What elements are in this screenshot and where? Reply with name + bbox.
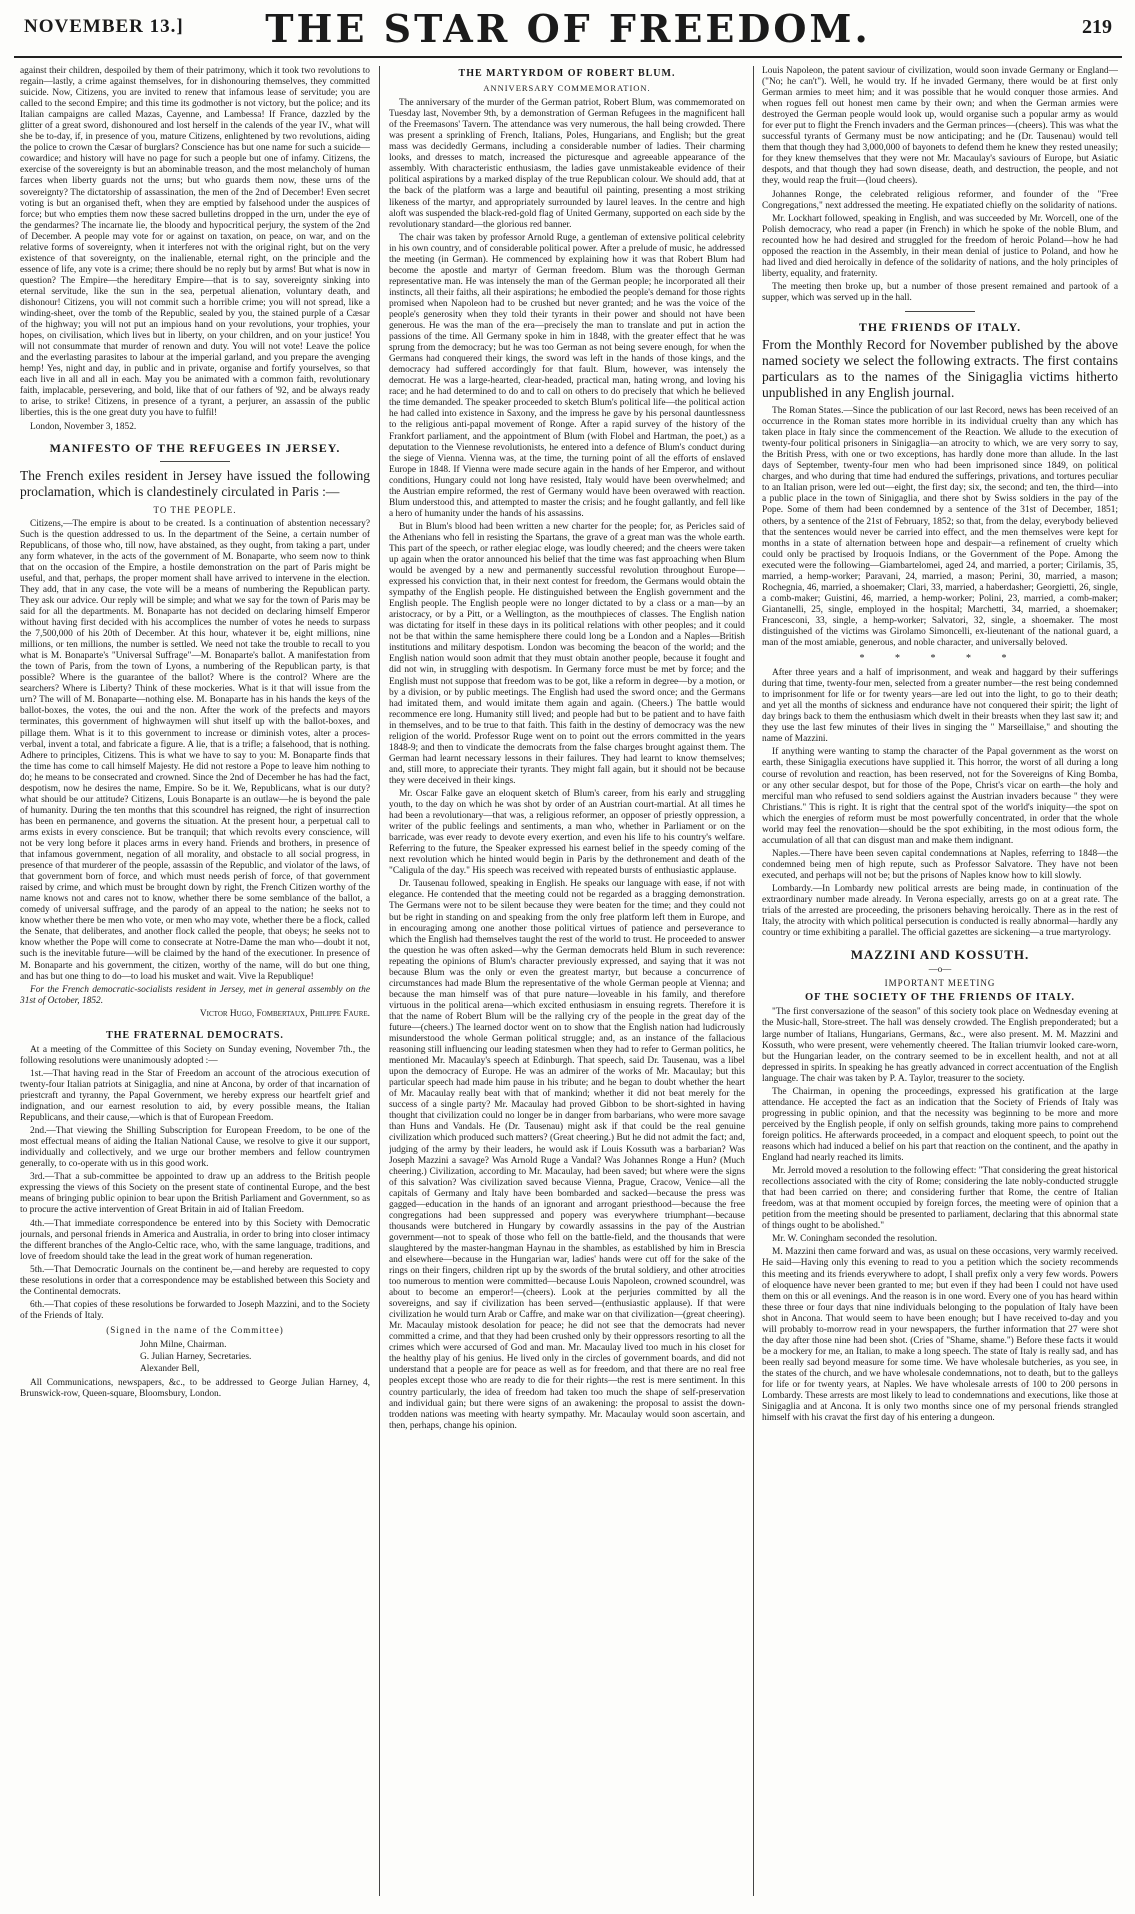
paragraph: "The first conversazione of the season" of this society took place on Wednesday evening at the Music-hall, Store-street. The hall was densely crowded. The English preponderated; but a large number of Italians, Hungarians, Germans, &c., were also present. M. M. Mazzini and Kossuth, who were present, were vehemently cheered. The Italian triumvir looked care-worn, but the Hungarian leader, on the contrary seemed to be in excellent health, and not at all depressed in spirits. In speaking he has greatly advanced in correct accentuation of the English language. The chair was taken by P. A. Taylor, treasurer to the society.	[762, 1007, 1118, 1084]
article-manifesto	[20, 440, 370, 1020]
resolution-5: 5th.—That Democratic Journals on the continent be,—and hereby are requested to copy these resolutions in order that a correspondence may be established between this Society and the Continental democrats.	[20, 1264, 370, 1297]
section-break: * * * * *	[859, 653, 1021, 665]
paragraph: Lombardy.—In Lombardy new political arrests are being made, in continuation of the extraordinary number made already. In Verona especially, arrests go on at a great rate. The trials of the arrested are proceeding, the prisoners behaving heroically. There as in the rest of Italy, the atrocity with which political persecution is conducted is really abnormal—hardly any country or time exhibiting a parallel. The official gazettes are sickening—a true martyrology.	[762, 884, 1118, 939]
article-blum-continued	[762, 66, 1118, 304]
paragraph: After three years and a half of imprisonment, and weak and haggard by their sufferings during that time, twenty-four men, selected from a greater number—the rest being condemned to imprisonment for life or for twenty years—are led out into the light, to go to their death; and yet all the months of sickness and endurance have not conquered their spirit; the light of day brings back to them the enthusiasm which dwelt in their breasts when they last saw it; and they use the last few minutes of their lives in singing the " Marseillaise," and shouting the name of Mazzini.	[762, 668, 1118, 745]
resolution-4: 4th.—That immediate correspondence be entered into by this Society with Democratic journals, and personal friends in America and Australia, in order to bring into closer intimacy the different branches of the Anglo-Celtic race, who, with the same language, traditions, and love of freedom should take the lead in the great work of human regeneration.	[20, 1218, 370, 1262]
paragraph: The chair was taken by professor Arnold Ruge, a gentleman of extensive political celebrity in his own country, and of considerable political power. After a prelude of music, he addressed the meeting (in German). He commenced by explaining how it was that Robert Blum had become the apostle and martyr of German freedom. Blum was the thorough German representative man. He was intensely the man of the German people; he incorporated all their instincts, all their faiths, all their aspirations; he embodied the people's demand for those rights promised when Napoleon had to be crushed but never granted; and he was the voice of the people's generosity when they told their tyrants in their power and should not have been generous. He was the man of the era—precisely the man to translate and put in action the passions of the time. All Germany spoke in him in 1848, with the greater effect that he was sprung from the democracy; but he was too German as not being severe enough, for when the Germans had conquered their kings, the sword was left in the hands of those kings, and the democracy had suffered accordingly for that fault. Blum, however, was intensely the democrat. He was a large-hearted, clear-headed, practical man, hating wrong, and loving his race; and he had determined to do and to call on others to do precisely that which he believed the time demanded. The speaker proceeded to sketch Blum's political life—the political action he had called into existence in Saxony, and the impress he gave by his personal dauntlessness to the religious anti-papal movement of Ronge. After a rapid survey of the history of the Frankfort parliament, and the appointment of Blum (with Flobel and Hartman, the poet,) as a deputation to the Viennese revolutionists, he entered into a defence of Blum's conduct during the siege of Vienna. Vienna was, at the time, the turning point of all the efforts of enslaved Europe in 1848. If Vienna were made secure again in the hands of her Emperor, and without conditions, Hungary could not long have resisted, Italy would have been overwhelmed; and the Austrian empire reformed, the rest of Germany would have been overawed with reaction. Blum understood this, and attempted to master the crisis; and he fought gallantly, and fell like a hero of humanity under the hands of his assassins.	[389, 232, 745, 519]
intro-paragraph: At a meeting of the Committee of this Society on Sunday evening, November 7th., the following resolutions were unanimously adopted :—	[20, 1044, 370, 1066]
resolution-3: 3rd.—That a sub-committee be appointed to draw up an address to the British people expressing the views of this Society on the present state of continental Europe, and the best means of bringing public opinion to bear upon the British Parliament and Government, so as to procure the active intervention of Great Britain in aid of Italian Freedom.	[20, 1172, 370, 1216]
signature-block	[140, 1339, 370, 1375]
divider	[160, 461, 230, 462]
secretaries-label: Secretaries.	[207, 1351, 252, 1362]
paragraph: M. Mazzini then came forward and was, as usual on these occasions, very warmly received. He said—Having only this evening to read to you a petition which the society recommends this meeting and its friends everywhere to adopt, I shall prefix only a very few words. Powers of eloquence have never been granted to me; but even if they had been I could not have used them on this or all evenings. And the reason is in one word. Every one of you has heard within these three or four days that nine individuals belonging to the population of Italy have been shot in Ancona. That would seem to have been enough; but I have received to-day and you will probably to-morrow read in your newspapers, the further information that 27 were shot the day after those nine had been shot. (Cries of "Shame, shame.") Before these facts it would be a mockery for me, an Italian, to make a long speech. The state of Italy is really sad, and has been really sad beyond measure for some time. We have wholesale butcheries, as you see, in the states of the church, and we have wholesale condemnations, not to death, but to the galleys for life or for twenty years, at Naples. We have wholesale arrests of 100 to 200 persons in Lombardy. These arrests are most likely to lead to condemnations and executions, like those at Sinigaglia and at Ancona. It is only two months since one of my personal friends strangled himself with his cravat the first day of his entering a dungeon.	[762, 1247, 1118, 1424]
column-rule	[379, 66, 380, 1896]
paragraph: Mr. Oscar Falke gave an eloquent sketch of Blum's career, from his early and struggling youth, to the day on which he was shot by order of an Austrian court-martial. At all times he had been a revolutionary—that was, a religious reformer, an opposer of priestly oppression, a writer of the public feelings and sentiments, a man who, whether in Parliament or on the barricade, was ever ready to devote every exertion, and even his life to his country's welfare. Referring to the future, the Speaker expressed his earnest belief in the speedy coming of the next revolution which he hinted would begin in Paris by the dethronement and death of the "Caligula of the day." His speech was received with repeated bursts of enthusiastic applause.	[389, 789, 745, 877]
page-number: 219	[1082, 16, 1112, 38]
continued-text: Louis Napoleon, the patent saviour of civilization, would soon invade Germany or England—("No; he can't"). Well, he would try. If he invaded Germany, there would be at first only German armies to meet him; and it was possible that he would conquer those armies. And when rogues fell out honest men came by their own; and when the German armies were destroyed the German people would look up, would organise such a popular army as would for ever put to flight the French invaders and the German princes—(cheers). This was what the successful tyrants of Germany must be now anticipating; and he (Dr. Tausenau) would tell them that though they had 3,000,000 of bayonets to defend them he knew they rested uneasily; for they knew themselves that they were not Mr. Macaulay's saviours of Europe, but Asiatic despots, and that though they had sown disease, death, and destruction, the people, and not they, would reap the fruit—(loud cheers).	[762, 66, 1118, 187]
divider	[905, 311, 975, 312]
paragraph: If anything were wanting to stamp the character of the Papal government as the worst on earth, these Sinigaglia executions have supplied it. This horror, the worst of all during a long course of revolution and reaction, has been reserved, not for the Sovereigns of King Bomba, or any other secular despot, but for those of the Pope, Christ's vicar on earth—the holy and merciful man who refused to send soldiers against the Austrian invaders because " they were Christians." This is right. It is right that the central spot of the world's iniquity—the spot on which the energies of reform must be most powerfully concentrated, in order that the whole world may feel the renovation—should be the spot exhibiting, in the most odious form, the accumulation of all that can disgust man and make them indignant.	[762, 747, 1118, 846]
continued-text: against their children, despoiled by them of their patrimony, which it took two revolutions to regain—lastly, a crime against themselves, for in dishonouring themselves, they committed suicide. Now, Citizens, you are invited to renew that infamous lease of servitude; you are called to the second Empire; and this time its godmother is not victory, but the police; and its Italian campaigns are called Mazas, Cayenne, and Lambessa! If France, dazzled by the glitter of a great sword, dishonoured and lost herself in the calends of the year IV., what will she be to-day, if, in presence of you, mature Citizens, enlightened by two revolutions, aiding the police to crown the Cæsar of burglars? Conscience has but one name for such a suicide—cowardice; and history will have no page for such a people but one of infamy. Citizens, the exercise of the sovereignty is but an abominable treason, and the most melancholy of human farces when liberty guards not the urns; but who guards them now, these urns of the sovereignty? The dictatorship of assassination, the men of the 2nd of December! Even secret voting is but an organised theft, when they are emptied by falsehood under the auspices of force; but who empties them now these sacred bulletins dropped in the urn, under the eye of the gendarmes? The incarnate lie, the bloody and hypocritical perjury, the system of the 2nd of December. A people may vote for or against on taxation, on peace, on war, and on the relative forms of sovereignty, when it interferes not with the original right, but on the very existence of that sovereignty, on the inalienable, eternal right, on the principle and the essence of life, any vote is a crime; there should be no reply but by arms! But what is now in question? The Empire—the hereditary Empire—that is to say, sovereignty sinking into eternal servitude, like the sun in the sea, perpetual alienation, voluntary death, and dishonour! Citizens, you will not commit such a horrible crime; you will not spread, like a winding-sheet, over the tomb of the Republic, sealed by you, the stained purple of a Cæsar of the highway; you will not put an impious hand on your revolutions, your trophies, your hopes, on civilisation, which lives but in liberty, on your children, and on your justice! You will not consummate that murder of renown and duty. You will not vote! Leave the police and the everlasting parasites to labour at the imperial garland, and you prepare the avenging hemp! Yes, night and day, in public and in private, organise and fortify yourselves, so that each live in all and all in each. May you be animated with a common faith, revolutionary faith, implacable, persevering, and bold, like that of our fathers of '92, and be always ready to arise, to strike! Citizens, in presence of a tyrant, a perjurer, an assassin of the public liberties, this is the one great duty you have to fulfil!	[20, 66, 370, 419]
attribution: For the French democratic-socialists resident in Jersey, met in general assembly on the 31st of October, 1852.	[20, 984, 370, 1006]
lead-paragraph: The French exiles resident in Jersey have issued the following proclamation, which is clandestinely circulated in Paris :—	[20, 467, 370, 499]
article-title: THE MARTYRDOM OF ROBERT BLUM.	[458, 68, 676, 79]
article-fraternal-democrats	[20, 1030, 370, 1400]
signed-note: (Signed in the name of the Committee)	[106, 1324, 284, 1335]
article-title: MANIFESTO OF THE REFUGEES IN JERSEY.	[49, 440, 341, 455]
secretary-2: Alexander Bell,	[140, 1363, 200, 1374]
paragraph: The Chairman, in opening the proceedings, expressed his gratification at the large attendance. He accepted the fact as an indication that the Society of Friends of Italy was progressing in public opinion, and that the necessity was beginning to be more and more perceived by the English people, if only on selfish grounds, taking more pains to comprehend foreign politics. He afterwards proceeded, in a compact and eloquent speech, to point out the reasons which had induced a belief on his part that reaction on the continent, and the apathy in England had nearly reached its limits.	[762, 1086, 1118, 1164]
article-title: THE FRATERNAL DEMOCRATS.	[106, 1029, 284, 1041]
article-title: MAZZINI AND KOSSUTH.	[850, 947, 1030, 963]
article-blum	[389, 68, 745, 1432]
section-heading: TO THE PEOPLE.	[153, 504, 237, 515]
column-1	[20, 66, 370, 1904]
article-body: Citizens,—The empire is about to be created. Is a continuation of abstention necessary? Such is the question addressed to us. In the department of the Seine, a certain number of Republicans, of those who, till now, have abstained, as they ought, from taking a part, under any form whatever, in the acts of the government of M. Bonaparte, who seem now to think that on the occasion of the Empire, a hostile demonstration on the part of Paris might be useful, and that, perhaps, the proper moment shall have arrived to intervene in the election. They add, that in any case, the vote will be a means of numbering the Republican party. They ask our advice. Our reply will be simple; and what we say for the town of Paris may be said for all the departments. M. Bonaparte has not decided on declaring himself Emperor without having first decided with his accomplices the number of votes he needs to surpass the 7,500,000 of his 20th of December. At this hour, whatever it be, eight millions, nine millions, or ten millions, the number is settled. We need not take the trouble to recall to you what is M. Bonaparte's "Universal Suffrage"—M. Bonaparte's ballot. A manifestation from the town of Paris, from the town of Lyons, a numbering of the Republican party, is that possible? Where is the guarantee of the ballot? Where is the control? Where are the searchers? Where is Liberty? Think of these mockeries. What is it that will issue from the urn? The will of M. Bonaparte—nothing else. M. Bonaparte has in his hands the keys of the ballot-boxes, the votes, the oui and the non. After the work of the prefects and mayors terminates, this government of highwaymen will shut itself up with the ballot-boxes, and pillage them. What is it to this government to increase or diminish votes, alter a proces-verbal, invent a total, and fabricate a figure. A lie, that is a trifle; a falsehood, that is nothing. Adhere to principles, Citizens. This is what we have to say to you: M. Bonaparte finds that the time has come to call himself Majesty. He did not restore a Pope to leave him nothing to do; he means to be consecrated and crowned. Since the 2nd of December he has had the fact, despotism, now he desires the name, Empire. So be it. We, Republicans, what is our duty? what should be our attitude? Citizens, Louis Bonaparte is an outlaw—he is beyond the pale of humanity. During the ten months that this scoundrel has reigned, the right of insurrection has been en permanence, and governs the situation. At the present hour, a perpetual call to arms exists in every conscience. But be tranquil; that which revolts every conscience, will not be very long before it places arms in every hand. Friends and brothers, in presence of that infamous government, negation of all morality, and obstacle to all social progress, in presence of that murderer of the people, assassin of the Republic, and violator of the laws, of that government born of force, and which must needs perish of force, of that government raised by crime, and which must be brought down by right, the French Citizen worthy of the name knows not and cares not to know, whether there be some semblance of the ballot, a comedy of universal suffrage, and the parody of an appeal to the nation; he seeks not to know whether there be men who vote, or men who may vote, whether there be a flock, called the Senate, that deliberates, and another flock called the people, that obeys; he seeks not to know whether the Pope will come to consecrate at Notre-Dame the man who—doubt it not, such is the inevitable future—will be claimed by the hand of the executioner. In presence of M. Bonaparte and his government, the citizen, worthy of the name, will do but one thing, and has but one thing to do—to load his musket and wait. Vive la Republique!	[20, 518, 370, 982]
section-heading: IMPORTANT MEETING	[884, 978, 996, 989]
chairman: John Milne, Chairman.	[140, 1339, 227, 1350]
resolution-2: 2nd.—That viewing the Shilling Subscription for European Freedom, to be one of the most effectual means of aiding the Italian National Cause, we resolve to give it our support, individually and collectively, and we urge our brother members and fellow countrymen generally, to co-operate with us in this good work.	[20, 1126, 370, 1170]
masthead	[14, 6, 1122, 58]
secretary-1: G. Julian Harney,	[140, 1351, 206, 1362]
article-mazzini-kossuth	[762, 949, 1118, 1424]
signatories: Victor Hugo, Fombertaux, Philippe Faure.	[199, 1008, 370, 1019]
article-friends-of-italy	[762, 311, 1118, 939]
paragraph: The Roman States.—Since the publication of our last Record, news has been received of an occurrence in the Roman states more horrible in its individual cruelty than any which has taken place in Italy since the commencement of the Reaction. We allude to the execution of twenty-four political prisoners in Sinigaglia—an atrocity to which, we are very sorry to say, the British Press, with one or two exceptions, has hardly done more than allude. In the last days of September, twenty-four men who had been imprisoned since 1849, on political charges, and who during that time had endured the sufferings, privations, and tortures peculiar to an Italian prison, were led out—eight, the first day; six, the second; and ten, the third—into a public place in the town of Sinigaglia, and there shot by Swiss soldiers in the pay of the Pope. Some of them had been condemned by a sentence of the 31st of December, 1851; others, by a sentence of the 21st of February, 1852; so that, from the delay, everybody believed that the sentences would never be carried into effect, and the men themselves were kept for months in a state of alternation between hope and despair—a refinement of cruelty which could only be practised by Iroquois Indians, or the Government of the Pope. Among the executed were the following—Giambartelomei, aged 24, and married, a porter; Cirilamis, 35, married, a hemp-worker; Paravani, 24, married, a mason; Perini, 30, married, a mason; Rochegnia, 46, married, a shoemaker; Clari, 33, married, a haberdasher; Georgietti, 26, single, a comb-maker; Guistini, 46, married, a hemp-worker; Polini, 23, married, a comb-maker; Giantanelli, 25, single, employed in the hospital; Marchetti, 34, married, a shoemaker; Francesconi, 33, single, a hemp-worker; Salvatori, 32, single, a shoemaker. The most distinguished of the victims was Girolamo Simoncelli, ex-lieutenant of the national guard, a man of the most amiable, generous, and noble character, and universally beloved.	[762, 406, 1118, 649]
secretaries	[140, 1351, 370, 1375]
paragraph: Naples.—There have been seven capital condemnations at Naples, referring to 1848—the condemned being men of high repute, such as Professor Salvatore. They have not been executed, and perhaps will not be; but the prisons of Naples know how to kill slowly.	[762, 848, 1118, 881]
paragraph: Mr. W. Coningham seconded the resolution.	[772, 1234, 938, 1245]
footer-note: All Communications, newspapers, &c., to be addressed to George Julian Harney, 4, Brunswick-row, Queen-square, Bloomsbury, London.	[20, 1377, 370, 1400]
divider-mark: —o—	[928, 964, 952, 975]
resolution-6: 6th.—That copies of these resolutions be forwarded to Joseph Mazzini, and to the Society of the Friends of Italy.	[20, 1299, 370, 1321]
paragraph: Mr. Jerrold moved a resolution to the following effect: "That considering the great historical recollections associated with the city of Rome; considering the late nobly-conducted struggle that had been carried on there; and considering further that Rome, the centre of Italian freedom, was at that moment occupied by foreign forces, the meeting were of opinion that a petition from the meeting should be presented to parliament, declaring that this abnormal state of things ought to be abolished."	[762, 1166, 1118, 1232]
resolution-1: 1st.—That having read in the Star of Freedom an account of the atrocious execution of twenty-four Italian patriots at Sinigaglia, and nine at Ancona, by order of that incarnation of priestcraft and tyranny, the Papal Government, we hereby express our heartfelt grief and indignation, and our earnest resolution to aid, by every possible means, the Italian Republicans, and their cause,—which is that of European Freedom.	[20, 1068, 370, 1124]
article-title: THE FRIENDS OF ITALY.	[858, 319, 1022, 334]
column-3	[762, 66, 1118, 1904]
column-2	[389, 66, 745, 1904]
column-rule	[753, 66, 754, 1896]
paragraph: The meeting then broke up, but a number of those present remained and partook of a supper, which was served up in the hall.	[762, 281, 1118, 303]
issue-date: NOVEMBER 13.]	[24, 16, 184, 37]
paragraph: Mr. Lockhart followed, speaking in English, and was succeeded by Mr. Worcell, one of the Polish democracy, who read a paper (in French) in which he spoke of the noble Blum, and recounted how he had desired and struggled for the freedom of heroic Poland—how he had opposed the reaction in the Assembly, in their mean denial of justice to Poland, and how he had lived and died heroically in defence of the solidarity of nations, and the holy principles of liberty, equality, and fraternity.	[762, 213, 1118, 279]
paragraph: But in Blum's blood had been written a new charter for the people; for, as Pericles said of the Athenians who fell in resisting the Spartans, the grave of a great man was the whole earth. This part of the speech, or rather elegiac eloge, was loudly cheered; and the cheers were taken up again when the orator announced his belief that the time was fast approaching when Blum would be avenged by a new and permanently successful revolution throughout Europe—expressed his conviction that, in their next contest for freedom, the Germans would obtain the sympathy of the English people. He distinguished between the English government and the English people. The English people were no longer dictated to by a class or a man—by an aristocracy, or by a Pitt, or a Wellington, as the mouthpieces of classes. The English nation was dictating for itself in these days in its political relations with other peoples; and it could not be that within the same hemisphere there could long be a London and a Naples—British institutions and military despotism. London was becoming the beacon of the world; and the English nation would soon admit that they must obtain another people, because it fought and did not win, in struggling with despotism. In Germany force must be met by force; and the English must not suppose that freedom was to be got, like a reform in degree—by a motion, or by a division, or by public meetings. The English had used the sword once; and the Germans had imitated them, and would imitate them again and again. (Cheers.) The battle would recommence ere long. Humanity still lived; and people had but to be patient and to have faith in themselves, and to be true to that faith. This faith in the destiny of democracy was the new religion of the world. Professor Ruge went on to point out the errors committed in the years 1848-9; and then to vindicate the democrats from the false charges brought against them. The German had learnt necessary lessons in their failures. They had learnt to know themselves; and, still more, to appreciate their tyrants. They might fall again, but it should not be because they were deceived in their kings.	[389, 521, 745, 786]
dateline: London, November 3, 1852.	[30, 421, 137, 432]
article-continuation	[20, 66, 370, 433]
paragraph: The anniversary of the murder of the German patriot, Robert Blum, was commemorated on Tuesday last, November 9th, by a demonstration of German Refugees in the magnificent hall of the Freemasons' Tavern. The attendance was very numerous, the hall being crowded. There was present a sprinkling of French, Italians, Poles, Hungarians, and English; but the great mass was decidedly Germans, including a considerable number of ladies. Their charming looks, and dresses to match, increased the picturesque and agreeable appearance of the assembly. With characteristic enthusiasm, the ladies gave unmistakeable evidence of their political aspirations by a marked display of the true Republican colour. We should add, that at the back of the platform was a large and beautiful oil painting, presenting a most striking likeness of the martyr, and appropriately surrounded by laurel leaves. In the centre and high aloft was suspended the black-red-gold flag of United Germany, supported on each side by the revolutionary standard—the glorious red banner.	[389, 98, 745, 230]
newspaper-title: THE STAR OF FREEDOM.	[265, 6, 871, 51]
article-subtitle: ANNIVERSARY COMMEMORATION.	[483, 83, 651, 94]
paragraph: Johannes Ronge, the celebrated religious reformer, and founder of the "Free Congregations," next addressed the meeting. He expatiated chiefly on the solidarity of nations.	[762, 189, 1118, 211]
paragraph: Dr. Tausenau followed, speaking in English. He speaks our language with ease, if not with elegance. He contended that the meeting could not be regarded as a bragging demonstration. The Germans were not to be silent because they were beaten for the time; and they could not but be right in standing on and speaking from the only free platform left them in Europe, and in encouraging among one another those political virtues of patience and perseverance to which the English had themselves taught the rest of the world to trust. He proceeded to answer the question he was often asked—why the German democrats held Blum in such reverence: repeating the opinions of Blum's character previously expressed, and saying that it was not because Blum was the only or even the greatest martyr, but because a concurrence of circumstances had made Blum the representative of the whole German people at Vienna; and because the man himself was of that pure nature—loveable in his family, and therefore virtuous in the political arena—which excited enthusiasm in ensuing regrets. Therefore it is that the name of Robert Blum will be the rallying cry of the people in the great day of the future—(cheers.) The learned doctor went on to show that the English nation had ludicrously misunderstood the whole German political struggle; and, as an instance of the fallacious reasoning still influencing our leading statesmen when they had to refer to German politics, he mentioned Mr. Macaulay's speech at Edinburgh. That speech, said Dr. Tausenau, was a libel upon the democracy of Europe. He was an admirer of the works of Mr. Macaulay; but this particular speech had made him pause in his tribute; and he began to doubt whether the heart of Mr. Macaulay really beat with that of mankind; whether it did not beat merely for the success of a single party? Mr. Macaulay had proved Gibbon to be short-sighted in having thought that civilization could no longer be in danger from barbarians, who were more savage than Huns and Vandals. He (Dr. Tausenau) might ask if that could be the real genuine civilization which produced such matters? (Great cheering.) But he did not admit the fact; and, judging of the army by their leaders, he would ask if Louis Kossuth was a barbarian? Was Joseph Mazzini a savage? Was Arnold Ruge a Vandal? Was Johannes Ronge a Hun? (Much cheering.) Civilization, according to Mr. Macaulay, had been saved; but where were the signs of this salvation? Was civilization saved because Vienna, Prague, Cracow, Venice—all the capitals of Germany and Italy have been bombarded and sacked—because the press was gagged—education in the hands of an ignorant and arrogant priesthood—because the free congregations had been suppressed and popery was everywhere triumphant—because thousands were butchered in Hungary by cowardly assassins in the pay of the Austrian government—not to speak of those who fell on the battle-field, and the thousands that were slaughtered by the master-hangman Haynau in the shambles, as established by him in Brescia and elsewhere—because in the Hungarian war, ladies' hands were cut off for the sake of the rings on their fingers, children ript up by the swords of the brutal soldiery, and other atrocities too numerous to mention were committed—because Louis Napoleon, crowned scoundrel, was about to become an emperor!—(cheers). Look at the perjuries committed by all the sovereigns, and say if civilization has been served—(enthusiastic applause). If that were civilization he would turn Arab or Caffre, and make war on that civilization—(great cheering). Mr. Macaulay mistook desolation for peace; he did not see that the democrats had never committed a crime, and that they had been crushed only by their oppressors resorting to all the crimes which were accursed of God and man. Mr. Macaulay lived too much in his closet for the healthy play of his genius. He lived only in the circles of government boards, and did not understand that a people are for peace as well as for freedom, and that there are no real free peoples except those who are ready to die for their rights—the rest is mere sentiment. In this country particularly, the idea of freedom had taken too much the shape of self-preservation and individual gain; but there were signs of an awakening: the proposal to assist the down-trodden nations was meeting with hearty sympathy. Mr. Macaulay would soon ascertain, and then, perhaps, change his opinion.	[389, 879, 745, 1431]
lead-paragraph: From the Monthly Record for November published by the above named society we select the following extracts. The first contains particulars as to the names of the Sinigaglia victims hitherto unpublished in any English journal.	[762, 337, 1118, 401]
article-subtitle: OF THE SOCIETY OF THE FRIENDS OF ITALY.	[804, 992, 1076, 1004]
